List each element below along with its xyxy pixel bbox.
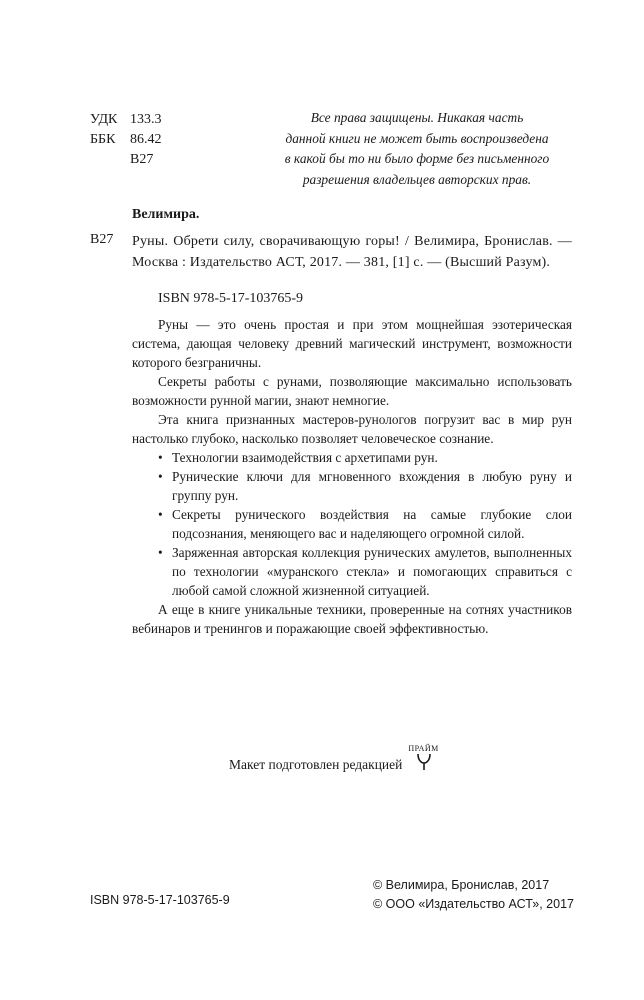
bbk-value: 86.42 <box>130 132 162 147</box>
rights-line: данной книги не может быть воспроизведена <box>285 130 549 146</box>
isbn-top: ISBN 978-5-17-103765-9 <box>158 291 304 306</box>
list-item: • Технологии взаимодействия с архетипами рун. <box>158 450 438 465</box>
maket-text: Макет подготовлен редакцией <box>229 757 403 772</box>
rights-line: разрешения владельцев авторских прав. <box>302 171 532 187</box>
bullet-icon: • <box>158 450 163 465</box>
copyright-line: © Велимира, Бронислав, 2017 <box>373 878 550 892</box>
prime-logo-icon <box>416 753 432 771</box>
list-item: • Заряженная авторская коллекция рунических амулетов, выполненных по технологии «муранского стекла» и помогающих справиться с любой самой сложной жизненной ситуацией. <box>158 545 572 598</box>
annotation-bullet-list <box>132 448 572 600</box>
classification-codes <box>90 110 162 170</box>
annotation-paragraph-1: Руны — это очень простая и при этом мощнейшая эзотерическая система, дающая человеку древний магический инструмент, возможности которого безграничны. <box>132 317 572 370</box>
isbn-bottom: ISBN 978-5-17-103765-9 <box>90 893 230 907</box>
author-code: В27 <box>130 152 154 167</box>
list-item: • Секреты рунического воздействия на самые глубокие слои подсознания, меняющего вас и наделяющего огромной силой. <box>158 507 572 541</box>
copyright-block <box>373 876 574 914</box>
rights-notice <box>262 108 572 190</box>
udk-label: УДК <box>90 112 118 127</box>
biblio-description: Руны. Обрети силу, сворачивающую горы! / Велимира, Бронислав. — Москва : Издательство АСТ, 2017. — 381, [1] с. — (Высший Разум). <box>132 234 572 270</box>
biblio-code: В27 <box>90 232 114 247</box>
rights-line: в какой бы то ни было форме без письменного <box>284 151 550 166</box>
copyright-line: © ООО «Издательство АСТ», 2017 <box>373 897 574 911</box>
rights-line: Все права защищены. Никакая часть <box>310 110 524 125</box>
author-heading: Велимира. <box>132 207 200 222</box>
bullet-icon: • <box>158 469 163 484</box>
maket-credit <box>229 746 439 773</box>
prime-logo <box>408 744 438 771</box>
prime-logo-text: ПРАЙМ <box>408 744 439 753</box>
bullet-icon: • <box>158 507 163 522</box>
udk-value: 133.3 <box>130 112 162 127</box>
annotation-paragraph-4: А еще в книге уникальные техники, проверенные на сотнях участников вебинаров и тренингов и поражающие своей эффективностью. <box>132 602 572 636</box>
list-item: • Рунические ключи для мгновенного вхождения в любую руну и группу рун. <box>158 469 572 503</box>
annotation-paragraph-2: Секреты работы с рунами, позволяющие максимально использовать возможности рунной магии, знают немногие. <box>132 374 572 408</box>
bbk-label: ББК <box>90 132 116 147</box>
annotation <box>132 315 572 638</box>
bullet-icon: • <box>158 545 163 560</box>
annotation-paragraph-3: Эта книга признанных мастеров-рунологов погрузит вас в мир рун настолько глубоко, насколько позволяет человеческое сознание. <box>132 412 572 446</box>
